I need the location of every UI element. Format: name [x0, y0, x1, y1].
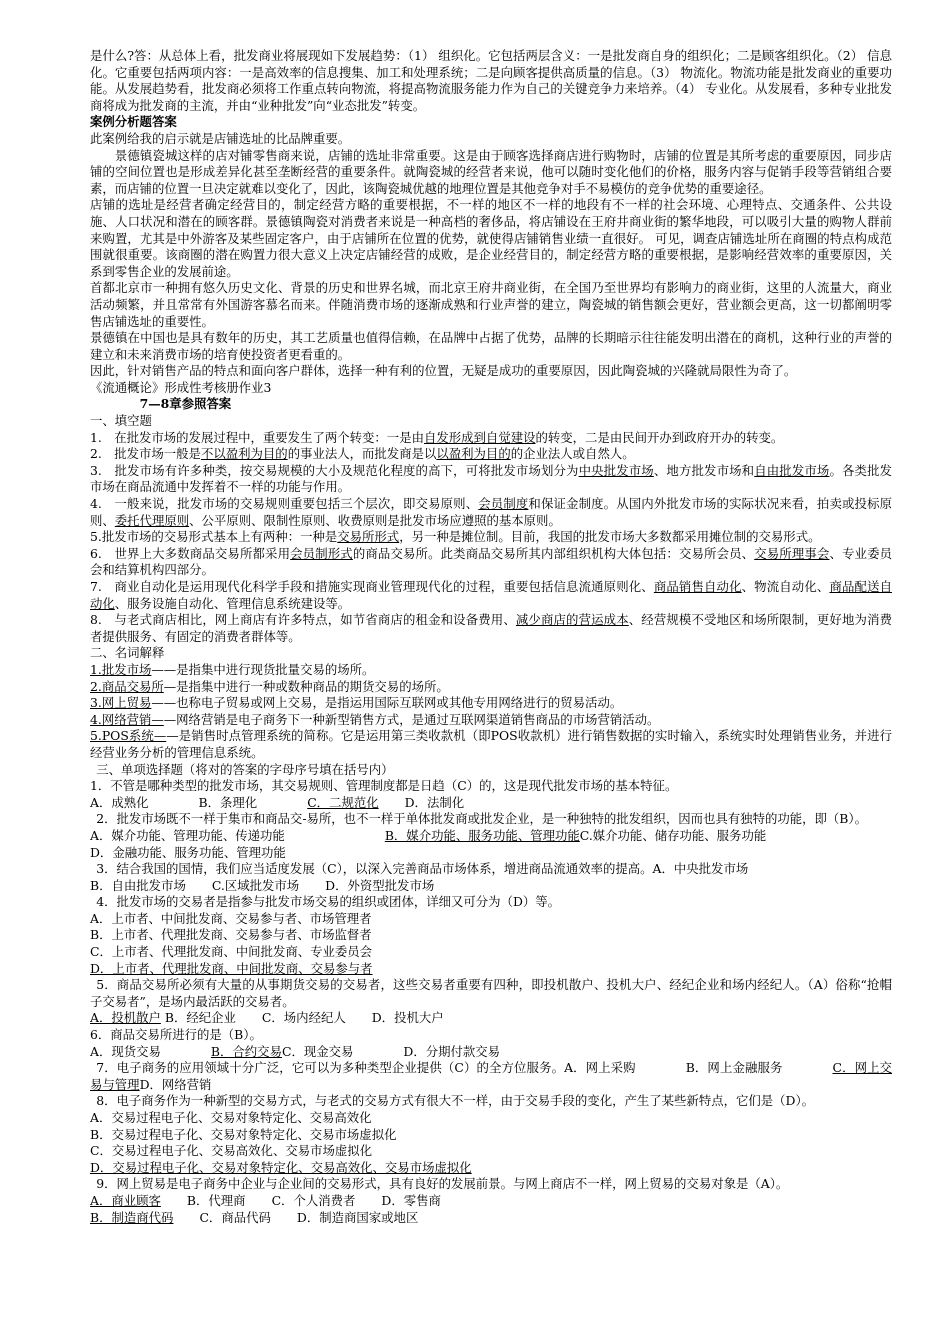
answer-blank: 减少商店的营运成本	[515, 612, 629, 628]
choice-options: C．上市者、代理批发商、中间批发商、专业委员会	[90, 944, 373, 960]
answer-blank: 交易所理事会	[754, 545, 830, 561]
section-heading-terms: 二、名词解释	[90, 645, 165, 661]
choice-question: 7．电子商务的应用领域十分广泛，它可以为多种类型企业提供（C）的全方位服务。A．网上采购 B．网上金融服务 C．网上交易与管理D．网络营销	[90, 1060, 893, 1092]
answer-blank: 交易所形式	[337, 529, 400, 545]
choice-options: A．上市者、中间批发商、交易参与者、市场管理者	[90, 910, 372, 926]
fill-question: 2. 批发市场一般是不以盈利为目的的事业法人，而批发商是以以盈利为目的的企业法人或自然人。	[90, 446, 635, 462]
choice-question: 1．不管是哪种类型的批发市场，其交易规则、管理制度都是日趋（C）的，这是现代批发市场的基本特征。	[90, 778, 678, 794]
choice-options: A．交易过程电子化、交易对象特定化、交易高效化	[90, 1110, 372, 1125]
case-paragraph: 首都北京市一种拥有悠久历史文化、背景的历史和世界名城，而北京王府井商业街，在全国乃至世界均有影响力的商业街，这里的人流量大，商业活动频繁，并且常常有外国游客慕名而来。伴随消费市场的逐渐成熟和行业声誉的建立，陶瓷城的销售额会更好，营业额会更高，这一切都阐明零售店铺选址的重要性。	[90, 280, 892, 329]
fill-question: 1. 在批发市场的发展过程中，重要发生了两个转变：一是由自发形成到自觉建设的转变，二是由民间开办到政府开办的转变。	[90, 429, 784, 445]
term-item: 3.网上贸易——也称电子贸易或网上交易，是指运用国际互联网或其他专用网络进行的贸易活动。	[90, 695, 623, 711]
choice-options: B．交易过程电子化、交易对象特定化、交易市场虚拟化	[90, 1126, 397, 1142]
choice-options: A．媒介功能、管理功能、传递功能 B．媒介功能、服务功能、管理功能C.媒介功能、储存功能、服务功能	[90, 827, 767, 843]
answer-blank: 商品销售自动化	[653, 579, 742, 594]
answer-blank: 自由批发市场	[754, 462, 830, 478]
term-name: 2.商品交易所	[90, 678, 164, 694]
choice-question: 6．商品交易所进行的是（B）。	[90, 1027, 262, 1043]
fill-question: 4. 一般来说，批发市场的交易规则重要包括三个层次，即交易原则、会员制度和保证金制度。从国内外批发市场的实际状况来看，拍卖或投标原则、委托代理原则、公平原则、限制性原则、收费原则是批发市场应遵照的基本原则。	[90, 496, 892, 528]
term-name: 1.批发市场	[90, 661, 152, 677]
term-name: 5.POS系统—	[90, 728, 167, 744]
correct-option: B．合约交易	[210, 1043, 282, 1059]
choice-options: A．投机散户 B．经纪企业 C．场内经纪人 D．投机大户	[90, 1010, 444, 1026]
choice-options	[90, 1160, 892, 1177]
choice-question: 9．网上贸易是电子商务中企业与企业间的交易形式，具有良好的发展前景。与网上商店不一样，网上贸易的交易对象是（A）。	[96, 1176, 789, 1192]
correct-option: C．二规范化	[307, 794, 379, 810]
correct-option: A．商业顾客	[90, 1192, 161, 1208]
intro-paragraph: 是什么?答：从总体上看，批发商业将展现如下发展趋势：（1） 组织化。它包括两层含义：一是批发商自身的组织化；二是顾客组织化。（2） 信息化。它重要包括两项内容：一是高效率的信息搜集、加工和处理系统；二是向顾客提供高质量的信息。（3） 物流化。物流功能是批发商业的重要功能。从发展趋势看，批发商必须将工作重点转向物流，将提高物流服务能力作为自己的关键竞争力来培养。（4） 专业化。从发展看，多种专业批发商将成为批发商的主流，并由“业种批发”向“业态批发”转变。	[90, 48, 892, 113]
assignment-title: 《流通概论》形成性考核册作业3	[90, 379, 272, 395]
choice-question: 4．批发市场的交易者是指参与批发市场交易的组织或团体，详细又可分为（D）等。	[96, 894, 561, 910]
case-paragraph: 景德镇瓷城这样的店对铺零售商来说，店铺的选址非常重要。这是由于顾客选择商店进行购物时，店铺的位置是其所考虑的重要原因，同步店铺的空间位置也是形成差异化甚至垄断经营的重要条件。就陶瓷城的经营者来说，他可以随时变化他们的价格，服务内容与促销手段等营销组合要素，而店铺的位置一旦决定就难以变化了，因此，该陶瓷城优越的地理位置是其他竞争对手不易模仿的竞争优势的重要途径。	[90, 147, 892, 196]
answer-blank: 以盈利为目的	[436, 446, 511, 462]
term-name: 3.网上贸易	[90, 695, 152, 711]
term-item: 1.批发市场——是指集中进行现货批量交易的场所。	[90, 661, 375, 677]
choice-options: D．金融功能、服务功能、管理功能	[90, 844, 286, 860]
section-heading-fill: 一、填空题	[90, 413, 152, 429]
fill-question: 6. 世界上大多数商品交易所都采用会员制形式的商品交易所。此类商品交易所其内部组织机构大体包括：交易所会员、交易所理事会、专业委员会和结算机构四部分。	[90, 545, 893, 578]
case-paragraph: 景德镇在中国也是具有数年的历史，其工艺质量也值得信赖，在品牌中占据了优势，品牌的长期暗示往往能发明出潜在的商机，这种行业的声誉的建立和未来消费市场的培育使投资者更看重的。	[90, 330, 892, 362]
choice-question: 2．批发市场既不一样于集市和商品交-易所，也不一样于单体批发商或批发企业，是一种独特的批发组织，因而也具有独特的功能，即（B）。	[96, 811, 867, 827]
correct-option: B．媒介功能、服务功能、管理功能	[384, 827, 580, 843]
choice-options	[90, 961, 892, 978]
answer-blank: 自发形成到自觉建设	[423, 429, 536, 445]
choice-options: B．自由批发市场 C.区域批发市场 D．外资型批发市场	[90, 877, 435, 893]
term-name: 4.网络营销—	[90, 711, 164, 727]
case-paragraph: 店铺的选址是经营者确定经营目的，制定经营方略的重要根据，不一样的地区不一样的地段有不一样的社会环境、心理特点、交通条件、公共设施、人口状况和潜在的顾客群。景德镇陶瓷对消费者来说是一种高档的奢侈品，将店铺设在王府井商业街的繁华地段，可以吸引大量的购物人群前来购置，尤其是中外游客及某些固定客户，由于店铺所在位置的优势，就使得店铺销售业绩一直很好。 可见，调查店铺选址所在商圈的特点构成范围就很重要。该商圈的潜在购置力很大意义上决定店铺经营的成败，是企业经营目的，制定经营方略的重要根据，是影响经营效率的重要原因，关系到零售企业的发展前途。	[90, 197, 892, 279]
answer-blank: 会员制度	[478, 496, 529, 512]
answer-blank: 中央批发市场	[578, 462, 654, 478]
correct-option: D．上市者、代理批发商、中间批发商、交易参与者	[90, 960, 373, 976]
correct-option: D．交易过程电子化、交易对象特定化、交易高效化、交易市场虚拟化	[90, 1159, 472, 1175]
chapter-heading: 7—8章参照答案	[139, 396, 232, 412]
fill-question: 5.批发市场的交易形式基本上有两种：一种是交易所形式，另一种是摊位制。目前，我国的批发市场大多数都采用摊位制的交易形式。	[90, 529, 821, 545]
answer-blank: 会员制形式	[290, 545, 353, 561]
correct-option: B．制造商代码	[90, 1209, 174, 1225]
choice-question: 8．电子商务作为一种新型的交易方式，与老式的交易方式有很大不一样，由于交易手段的变化，产生了某些新特点，它们是（D）。	[96, 1093, 815, 1109]
choice-options: A．商业顾客 B．代理商 C．个人消费者 D．零售商	[90, 1192, 441, 1208]
choice-options: B．上市者、代理批发商、交易参与者、市场监督者	[90, 927, 372, 943]
correct-option: C．网上交易与管理	[90, 1060, 893, 1092]
choice-question: 3．结合我国的国情，我们应当适度发展（C），以深入完善商品市场体系，增进商品流通效率的提高。A．中央批发市场	[96, 861, 749, 877]
term-item: 2.商品交易所—是指集中进行一种或数种商品的期货交易的场所。	[90, 678, 449, 694]
fill-question: 7. 商业自动化是运用现代化科学手段和措施实现商业管理现代化的过程，重要包括信息流通原则化、商品销售自动化、物流自动化、商品配送自动化、服务设施自动化、管理信息系统建设等。	[90, 579, 892, 611]
choice-options: A．成熟化 B．条理化 C．二规范化 D．法制化	[90, 794, 465, 810]
fill-question: 8. 与老式商店相比，网上商店有许多特点，如节省商店的租金和设备费用、减少商店的营运成本、经营规模不受地区和场所限制，更好地为消费者提供服务、有固定的消费者群体等。	[90, 612, 893, 644]
term-item: 5.POS系统——是销售时点管理系统的简称。它是运用第三类收款机（即POS收款机）进行销售数据的实时输入，系统实时处理销售业务，并进行经营业务分析的管理信息系统。	[90, 728, 893, 760]
term-item: 4.网络营销——网络营销是电子商务下一种新型销售方式，是通过互联网渠道销售商品的市场营销活动。	[90, 711, 660, 727]
case-paragraph: 此案例给我的启示就是店铺选址的比品牌重要。	[90, 130, 351, 146]
choice-options: B．制造商代码 C．商品代码 D．制造商国家或地区	[90, 1209, 419, 1225]
answer-blank: 委托代理原则	[114, 512, 190, 528]
choice-question: 5．商品交易所必须有大量的从事期货交易的交易者，这些交易者重要有四种，即投机散户、投机大户、经纪企业和场内经纪人。（A）俗称“抢帽子交易者”，是场内最活跃的交易者。	[90, 977, 892, 1009]
fill-question: 3. 批发市场有许多种类，按交易规模的大小及规范化程度的高下，可将批发市场划分为中央批发市场、地方批发市场和自由批发市场。各类批发市场在商品流通中发挥着不一样的功能与作用。	[90, 462, 893, 495]
correct-option: A．投机散户	[90, 1010, 161, 1026]
case-paragraph: 因此，针对销售产品的特点和面向客户群体，选择一种有利的位置，无疑是成功的重要原因，因此陶瓷城的兴隆就局限性为奇了。	[90, 363, 797, 379]
section-heading-choice: 三、单项选择题（将对的答案的字母序号填在括号内）	[96, 761, 394, 777]
case-heading: 案例分析题答案	[90, 114, 177, 130]
choice-options: A．现货交易 B．合约交易C．现金交易 D．分期付款交易	[90, 1043, 501, 1059]
answer-blank: 商品配送自动化	[90, 579, 892, 611]
answer-blank: 不以盈利为目的	[200, 446, 288, 462]
choice-options: C．交易过程电子化、交易高效化、交易市场虚拟化	[90, 1143, 373, 1159]
